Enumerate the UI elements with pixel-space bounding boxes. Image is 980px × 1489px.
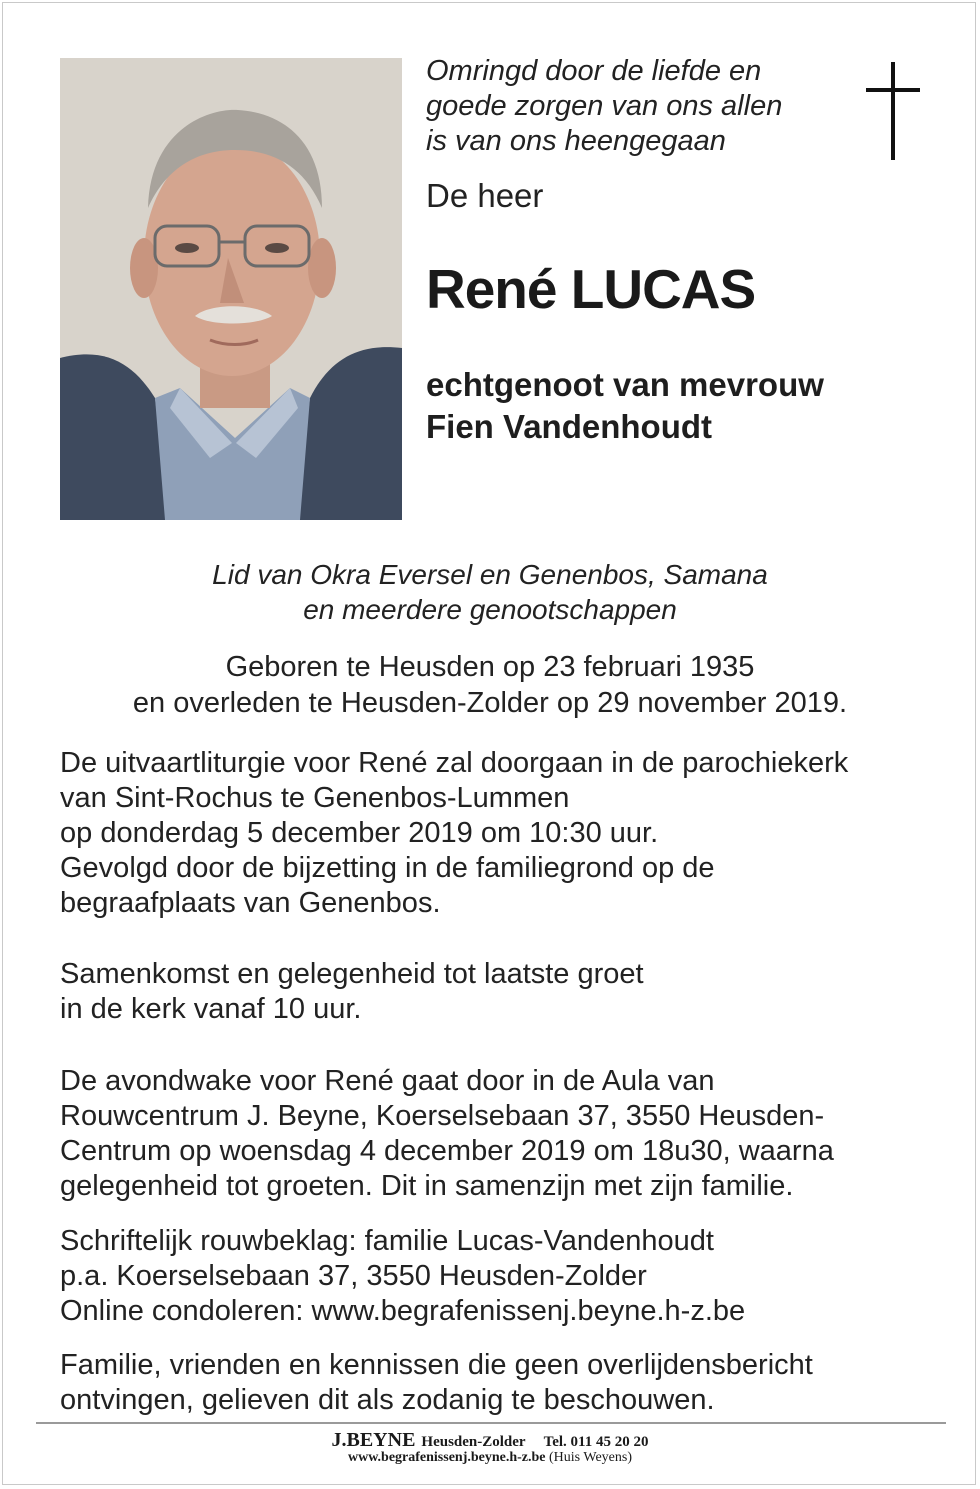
closing-paragraph	[60, 1348, 940, 1418]
deceased-name: René LUCAS	[426, 258, 756, 320]
funeral-line: op donderdag 5 december 2019 om 10:30 uur.	[60, 817, 659, 849]
footer-divider	[36, 1422, 946, 1424]
funeral-home-name: J.BEYNE	[331, 1429, 416, 1451]
funeral-line: Gevolgd door de bijzetting in de familiegrond op de	[60, 852, 715, 884]
death-line: en overleden te Heusden-Zolder op 29 november 2019.	[132, 687, 848, 719]
funeral-home-location: Heusden-Zolder	[421, 1434, 526, 1450]
membership-line: Lid van Okra Eversel en Genenbos, Samana	[212, 559, 768, 590]
membership-line: en meerdere genootschappen	[303, 594, 677, 625]
funeral-paragraph	[60, 746, 940, 921]
cross-icon	[864, 62, 922, 160]
closing-line: Familie, vrienden en kennissen die geen overlijdensbericht	[60, 1349, 813, 1381]
wake-paragraph	[60, 1064, 940, 1204]
spouse-line: echtgenoot van mevrouw	[426, 366, 824, 403]
wake-line: Centrum op woensdag 4 december 2019 om 18u30, waarna	[60, 1135, 834, 1167]
spouse-text	[426, 364, 824, 448]
funeral-line: van Sint-Rochus te Genenbos-Lummen	[60, 782, 570, 814]
funeral-line: begraafplaats van Genenbos.	[60, 887, 441, 919]
condolence-line: Schriftelijk rouwbeklag: familie Lucas-Vandenhoudt	[60, 1225, 714, 1257]
intro-line: is van ons heengegaan	[426, 125, 726, 157]
funeral-home-house: (Huis Weyens)	[549, 1450, 633, 1465]
intro-line: Omringd door de liefde en	[426, 55, 762, 87]
gathering-line: Samenkomst en gelegenheid tot laatste groet	[60, 958, 644, 990]
honorific: De heer	[426, 177, 544, 214]
intro-line: goede zorgen van ons allen	[426, 90, 783, 122]
funeral-home-website: www.begrafenissenj.beyne.h-z.be	[347, 1450, 546, 1465]
condolence-line: Online condoleren: www.begrafenissenj.beyne.h-z.be	[60, 1295, 746, 1327]
gathering-paragraph	[60, 957, 940, 1027]
spouse-line: Fien Vandenhoudt	[426, 408, 712, 445]
gathering-line: in de kerk vanaf 10 uur.	[60, 993, 362, 1025]
wake-line: Rouwcentrum J. Beyne, Koerselsebaan 37, 3550 Heusden-	[60, 1100, 825, 1132]
footer-line-2	[0, 1449, 980, 1467]
funeral-home-phone: Tel. 011 45 20 20	[543, 1434, 649, 1450]
portrait-photo	[60, 58, 402, 520]
birth-death-text	[0, 649, 980, 721]
closing-line: ontvingen, gelieven dit als zodanig te beschouwen.	[60, 1384, 715, 1416]
funeral-line: De uitvaartliturgie voor René zal doorgaan in de parochiekerk	[60, 747, 849, 779]
wake-line: gelegenheid tot groeten. Dit in samenzijn met zijn familie.	[60, 1170, 794, 1202]
intro-text	[426, 54, 846, 159]
membership-text	[0, 557, 980, 627]
condolence-paragraph	[60, 1224, 940, 1329]
wake-line: De avondwake voor René gaat door in de Aula van	[60, 1065, 715, 1097]
birth-line: Geboren te Heusden op 23 februari 1935	[225, 651, 755, 683]
condolence-line: p.a. Koerselsebaan 37, 3550 Heusden-Zolder	[60, 1260, 647, 1292]
